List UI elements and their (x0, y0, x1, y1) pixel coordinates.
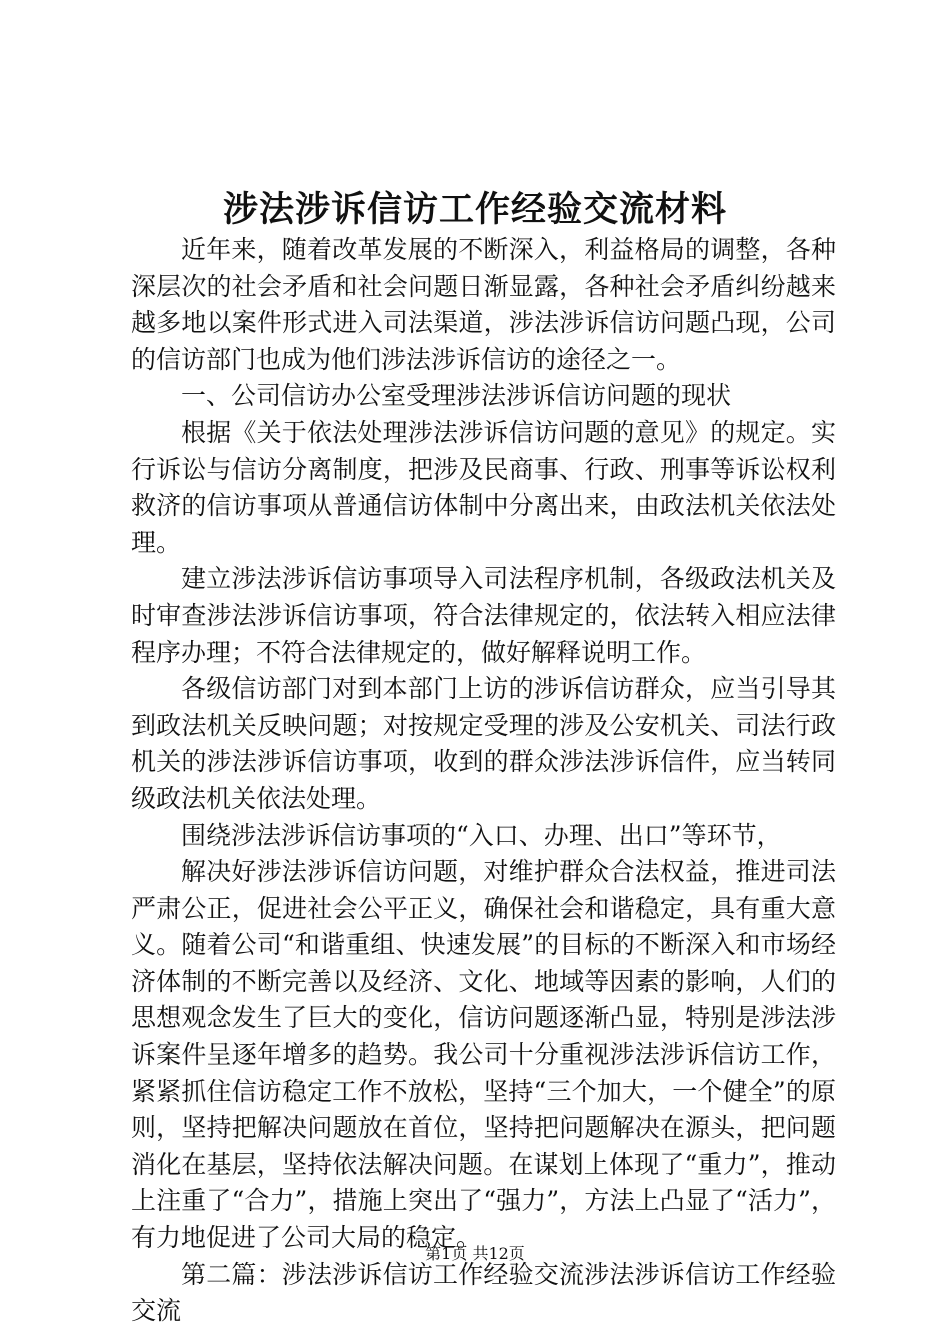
paragraph: 围绕涉法涉诉信访事项的“入口、办理、出口”等环节， (181, 820, 782, 850)
paragraph: 各级信访部门对到本部门上访的涉诉信访群众，应当引导其到政法机关反映问题；对按规定受理的涉及公安机关、司法行政机关的涉法涉诉信访事项，收到的群众涉法涉诉信件，应当转同级政法机关依法处理。 (131, 674, 836, 813)
page-number-footer: 第1页 共12页 (425, 1244, 525, 1263)
paragraph: 根据《关于依法处理涉法涉诉信访问题的意见》的规定。实行诉讼与信访分离制度，把涉及民商事、行政、刑事等诉讼权利救济的信访事项从普通信访体制中分离出来，由政法机关依法处理。 (131, 417, 836, 557)
paragraph: 近年来，随着改革发展的不断深入，利益格局的调整，各种深层次的社会矛盾和社会问题日渐显露，各种社会矛盾纠纷越来越多地以案件形式进入司法渠道，涉法涉诉信访问题凸现，公司的信访部门也成为他们涉法涉诉信访的途径之一。 (131, 235, 836, 374)
section-heading: 第二篇：涉法涉诉信访工作经验交流涉法涉诉信访工作经验交流 (131, 1259, 836, 1326)
document-title: 涉法涉诉信访工作经验交流材料 (222, 189, 727, 230)
paragraph: 解决好涉法涉诉信访问题，对维护群众合法权益，推进司法严肃公正，促进社会公平正义，确保社会和谐稳定，具有重大意义。随着公司“和谐重组、快速发展”的目标的不断深入和市场经济体制的不断完善以及经济、文化、地域等因素的影响，人们的思想观念发生了巨大的变化，信访问题逐渐凸显，特别是涉法涉诉案件呈逐年增多的趋势。我公司十分重视涉法涉诉信访工作，紧紧抓住信访稳定工作不放松，坚持“三个加大，一个健全”的原则，坚持把解决问题放在首位，坚持把问题解决在源头，把问题消化在基层，坚持依法解决问题。在谋划上体现了“重力”，推动上注重了“合力”，措施上突出了“强力”，方法上凸显了“活力”，有力地促进了公司大局的稳定。 (131, 857, 836, 1253)
paragraph: 建立涉法涉诉信访事项导入司法程序机制，各级政法机关及时审查涉法涉诉信访事项，符合法律规定的，依法转入相应法律程序办理；不符合法律规定的，做好解释说明工作。 (131, 564, 836, 667)
document-body (131, 232, 836, 1330)
section-heading: 一、公司信访办公室受理涉法涉诉信访问题的现状 (181, 381, 732, 411)
